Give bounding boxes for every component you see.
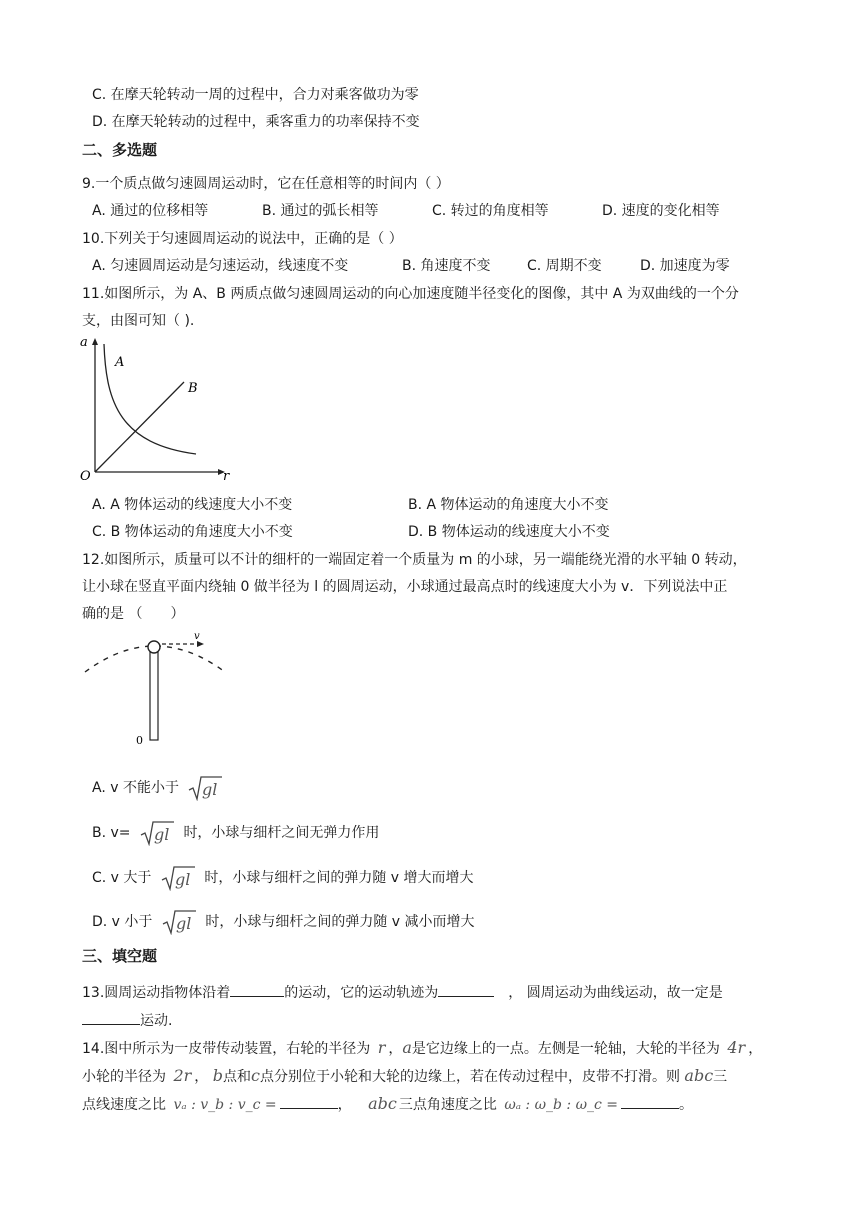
q11-curve-b-label: B: [188, 381, 198, 396]
q14-text: ，: [194, 1069, 209, 1085]
q10-options: [0, 256, 860, 276]
q14-text: 点和: [222, 1069, 251, 1085]
q14-line2: [82, 1064, 727, 1088]
q14-var-b: b: [212, 1066, 223, 1085]
q13-line2: [82, 1010, 172, 1031]
sqrt-gl-icon: [139, 820, 175, 846]
q14-text: 。: [679, 1097, 694, 1113]
q14-text: 小轮的半径为: [82, 1069, 166, 1085]
q14-var-abc: abc: [368, 1094, 397, 1113]
q10-option-b: B. 角速度不变: [402, 258, 491, 274]
sqrt-radicand: gl: [202, 780, 218, 799]
q14-var-2r: 2r: [173, 1066, 192, 1085]
q11-stem-line2: 支，由图可知（ ).: [82, 313, 195, 329]
q12-figure: [80, 630, 240, 750]
q14-text: 点线速度之比: [82, 1097, 166, 1113]
q11-option-a: A. A 物体运动的线速度大小不变: [92, 497, 293, 513]
q14-omega-ratio: ωₐ : ω_b : ω_c =: [504, 1097, 619, 1113]
q13-text-2: 的运动，它的运动轨迹为: [284, 985, 439, 1001]
option-d-prev: D. 在摩天轮转动的过程中，乘客重力的功率保持不变: [92, 114, 420, 130]
q11-graph: [76, 334, 236, 482]
q11-stem-line1: 11.如图所示，为 A、B 两质点做匀速圆周运动的向心加速度随半径变化的图像，其中 A 为双曲线的一个分: [82, 286, 739, 302]
q11-options-row2: [0, 522, 860, 542]
q9-option-d: D. 速度的变化相等: [602, 203, 720, 219]
q13-line1: [82, 982, 723, 1003]
q12-stem-line1: 12.如图所示，质量可以不计的细杆的一端固定着一个质量为 m 的小球，另一端能绕光滑的水平轴 0 转动，: [82, 552, 747, 568]
q13-text-4: 运动.: [140, 1013, 173, 1029]
q12-stem-line3: 确的是 （ ）: [82, 606, 185, 622]
q13-blank-2[interactable]: [438, 982, 494, 997]
q12-option-b-pre: B. v=: [92, 825, 131, 841]
q12-option-a: [92, 774, 227, 802]
q13-blank-3[interactable]: [82, 1010, 140, 1025]
q12-option-c-pre: C. v 大于: [92, 870, 152, 886]
q10-option-d: D. 加速度为零: [640, 258, 730, 274]
q10-option-c: C. 周期不变: [527, 258, 602, 274]
q11-options-row1: [0, 495, 860, 515]
q11-line-b: [95, 382, 184, 472]
q14-var-c: c: [250, 1066, 260, 1085]
sqrt-radicand: gl: [153, 825, 170, 844]
q14-blank-1[interactable]: [280, 1094, 338, 1109]
sqrt-radicand: gl: [175, 914, 192, 933]
option-c-prev: C. 在摩天轮转动一周的过程中，合力对乘客做功为零: [92, 87, 419, 103]
q12-option-b-post: 时，小球与细杆之间无弹力作用: [183, 825, 380, 841]
q14-text: ，: [337, 1097, 352, 1113]
q11-origin-label: O: [80, 469, 91, 482]
q12-option-a-text: A. v 不能小于: [92, 780, 179, 796]
sqrt-radicand: gl: [174, 870, 191, 889]
q11-option-d: D. B 物体运动的线速度大小不变: [408, 524, 610, 540]
q12-option-d-pre: D. v 小于: [92, 914, 153, 930]
q12-option-c-post: 时，小球与细杆之间的弹力随 v 增大而增大: [204, 870, 474, 886]
q14-blank-2[interactable]: [621, 1094, 679, 1109]
q10-stem: 10.下列关于匀速圆周运动的说法中，正确的是（ ）: [82, 231, 403, 247]
q14-velocity-ratio: vₐ : v_b : v_c =: [173, 1097, 277, 1113]
section-heading-multi: 二、多选题: [82, 141, 158, 159]
q14-line1: [82, 1036, 762, 1060]
sqrt-gl-icon: [187, 775, 223, 801]
q14-text: 14.图中所示为一皮带传动装置，右轮的半径为: [82, 1041, 371, 1057]
q12-option-d: [92, 908, 475, 936]
sqrt-gl-icon: [160, 865, 196, 891]
q14-var-4r: 4r: [727, 1038, 746, 1057]
q14-line3: [82, 1092, 693, 1116]
q9-stem: 9.一个质点做匀速圆周运动时，它在任意相等的时间内（ ）: [82, 176, 450, 192]
q12-option-c: [92, 864, 474, 892]
q14-var-r: r: [377, 1038, 386, 1057]
q14-text: 点分别位于小轮和大轮的边缘上，若在传动过程中，皮带不打滑。则: [259, 1069, 680, 1085]
q11-option-b: B. A 物体运动的角速度大小不变: [408, 497, 609, 513]
q12-axis-label: 0: [136, 734, 143, 747]
q14-text: ，: [388, 1041, 403, 1057]
q12-rod: [150, 652, 158, 740]
q13-text-3: ， 圆周运动为曲线运动，故一定是: [508, 985, 723, 1001]
q12-option-d-post: 时，小球与细杆之间的弹力随 v 减小而增大: [205, 914, 475, 930]
q11-curve-a-label: A: [115, 355, 125, 370]
q14-var-abc: abc: [684, 1066, 714, 1085]
q13-text-1: 13.圆周运动指物体沿着: [82, 985, 231, 1001]
q9-option-c: C. 转过的角度相等: [432, 203, 549, 219]
q14-text: 三点角速度之比: [398, 1097, 497, 1113]
q12-ball: [148, 641, 160, 653]
q14-text: 三: [713, 1069, 728, 1085]
q14-text: ，: [748, 1041, 763, 1057]
q9-options: [0, 201, 860, 221]
q12-option-b: [92, 819, 379, 847]
y-arrow-icon: [92, 338, 98, 345]
q13-blank-1[interactable]: [230, 982, 284, 997]
q11-option-c: C. B 物体运动的角速度大小不变: [92, 524, 293, 540]
q9-option-a: A. 通过的位移相等: [92, 203, 209, 219]
q11-y-label: a: [80, 335, 88, 350]
q10-option-a: A. 匀速圆周运动是匀速运动，线速度不变: [92, 258, 349, 274]
q11-x-label: r: [223, 469, 230, 482]
q12-v-label: v: [194, 631, 200, 642]
q14-var-a: a: [402, 1038, 412, 1057]
q9-option-b: B. 通过的弧长相等: [262, 203, 379, 219]
q12-stem-line2: 让小球在竖直平面内绕轴 0 做半径为 l 的圆周运动，小球通过最高点时的线速度大小为 v．下列说法中正: [82, 579, 728, 595]
section-heading-fill: 三、填空题: [82, 947, 158, 965]
q14-text: 是它边缘上的一点。左侧是一轮轴，大轮的半径为: [411, 1041, 720, 1057]
sqrt-gl-icon: [161, 909, 197, 935]
